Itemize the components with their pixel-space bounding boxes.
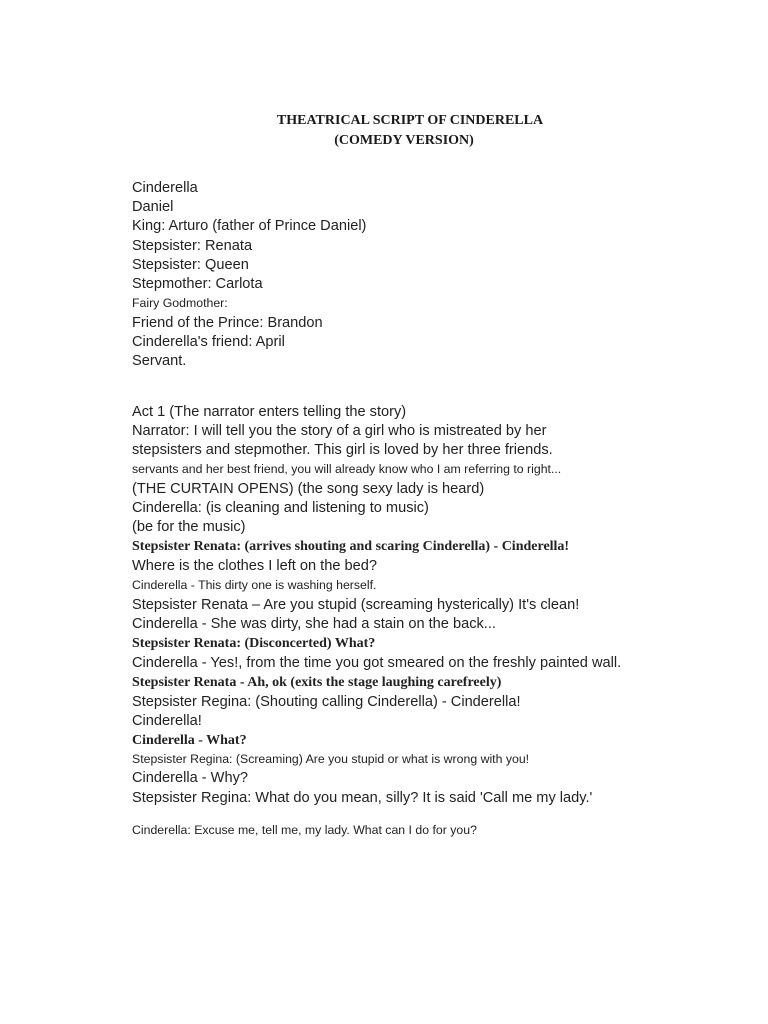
cast-item: Stepmother: Carlota	[132, 276, 263, 292]
cast-item: Servant.	[132, 353, 187, 369]
script-line: Cinderella - She was dirty, she had a stain on the back...	[132, 616, 496, 632]
script-line: (THE CURTAIN OPENS) (the song sexy lady is heard)	[132, 481, 485, 497]
script-line: Cinderella - Yes!, from the time you got smeared on the freshly painted wall.	[132, 655, 622, 671]
cast-item: Cinderella	[132, 180, 198, 196]
script-line: Stepsister Renata: (Disconcerted) What?	[132, 636, 376, 651]
cast-item: King: Arturo (father of Prince Daniel)	[132, 218, 367, 234]
cast-item: Daniel	[132, 199, 174, 215]
script-line: Cinderella!	[132, 713, 202, 729]
document-subtitle: (COMEDY VERSION)	[334, 133, 474, 148]
cast-item: Stepsister: Renata	[132, 238, 253, 254]
script-line: Where is the clothes I left on the bed?	[132, 558, 377, 574]
script-line: Cinderella - What?	[132, 733, 247, 748]
script-line: Stepsister Renata: (arrives shouting and scaring Cinderella) - Cinderella!	[132, 539, 570, 554]
script-line: Stepsister Regina: What do you mean, silly? It is said 'Call me my lady.'	[132, 790, 593, 806]
cast-item: Stepsister: Queen	[132, 257, 249, 273]
script-line: Stepsister Renata - Ah, ok (exits the stage laughing carefreely)	[132, 675, 502, 690]
script-line: Cinderella: (is cleaning and listening to music)	[132, 500, 429, 516]
script-line: Stepsister Regina: (Shouting calling Cinderella) - Cinderella!	[132, 694, 521, 710]
script-line: Act 1 (The narrator enters telling the story)	[132, 404, 407, 420]
script-line: stepsisters and stepmother. This girl is loved by her three friends.	[132, 442, 553, 458]
script-line: Cinderella - This dirty one is washing herself.	[132, 578, 377, 592]
script-line: Cinderella: Excuse me, tell me, my lady. What can I do for you?	[132, 823, 477, 837]
script-line: (be for the music)	[132, 519, 246, 535]
cast-item: Cinderella's friend: April	[132, 334, 285, 350]
script-line: Cinderella - Why?	[132, 770, 248, 786]
document-title: THEATRICAL SCRIPT OF CINDERELLA	[276, 113, 544, 128]
cast-item: Friend of the Prince: Brandon	[132, 315, 323, 331]
cast-item: Fairy Godmother:	[132, 296, 228, 310]
script-line: Stepsister Regina: (Screaming) Are you stupid or what is wrong with you!	[132, 752, 530, 766]
script-line: servants and her best friend, you will already know who I am referring to right...	[132, 462, 562, 476]
script-line: Stepsister Renata – Are you stupid (screaming hysterically) It's clean!	[132, 597, 580, 613]
script-line: Narrator: I will tell you the story of a girl who is mistreated by her	[132, 423, 547, 439]
